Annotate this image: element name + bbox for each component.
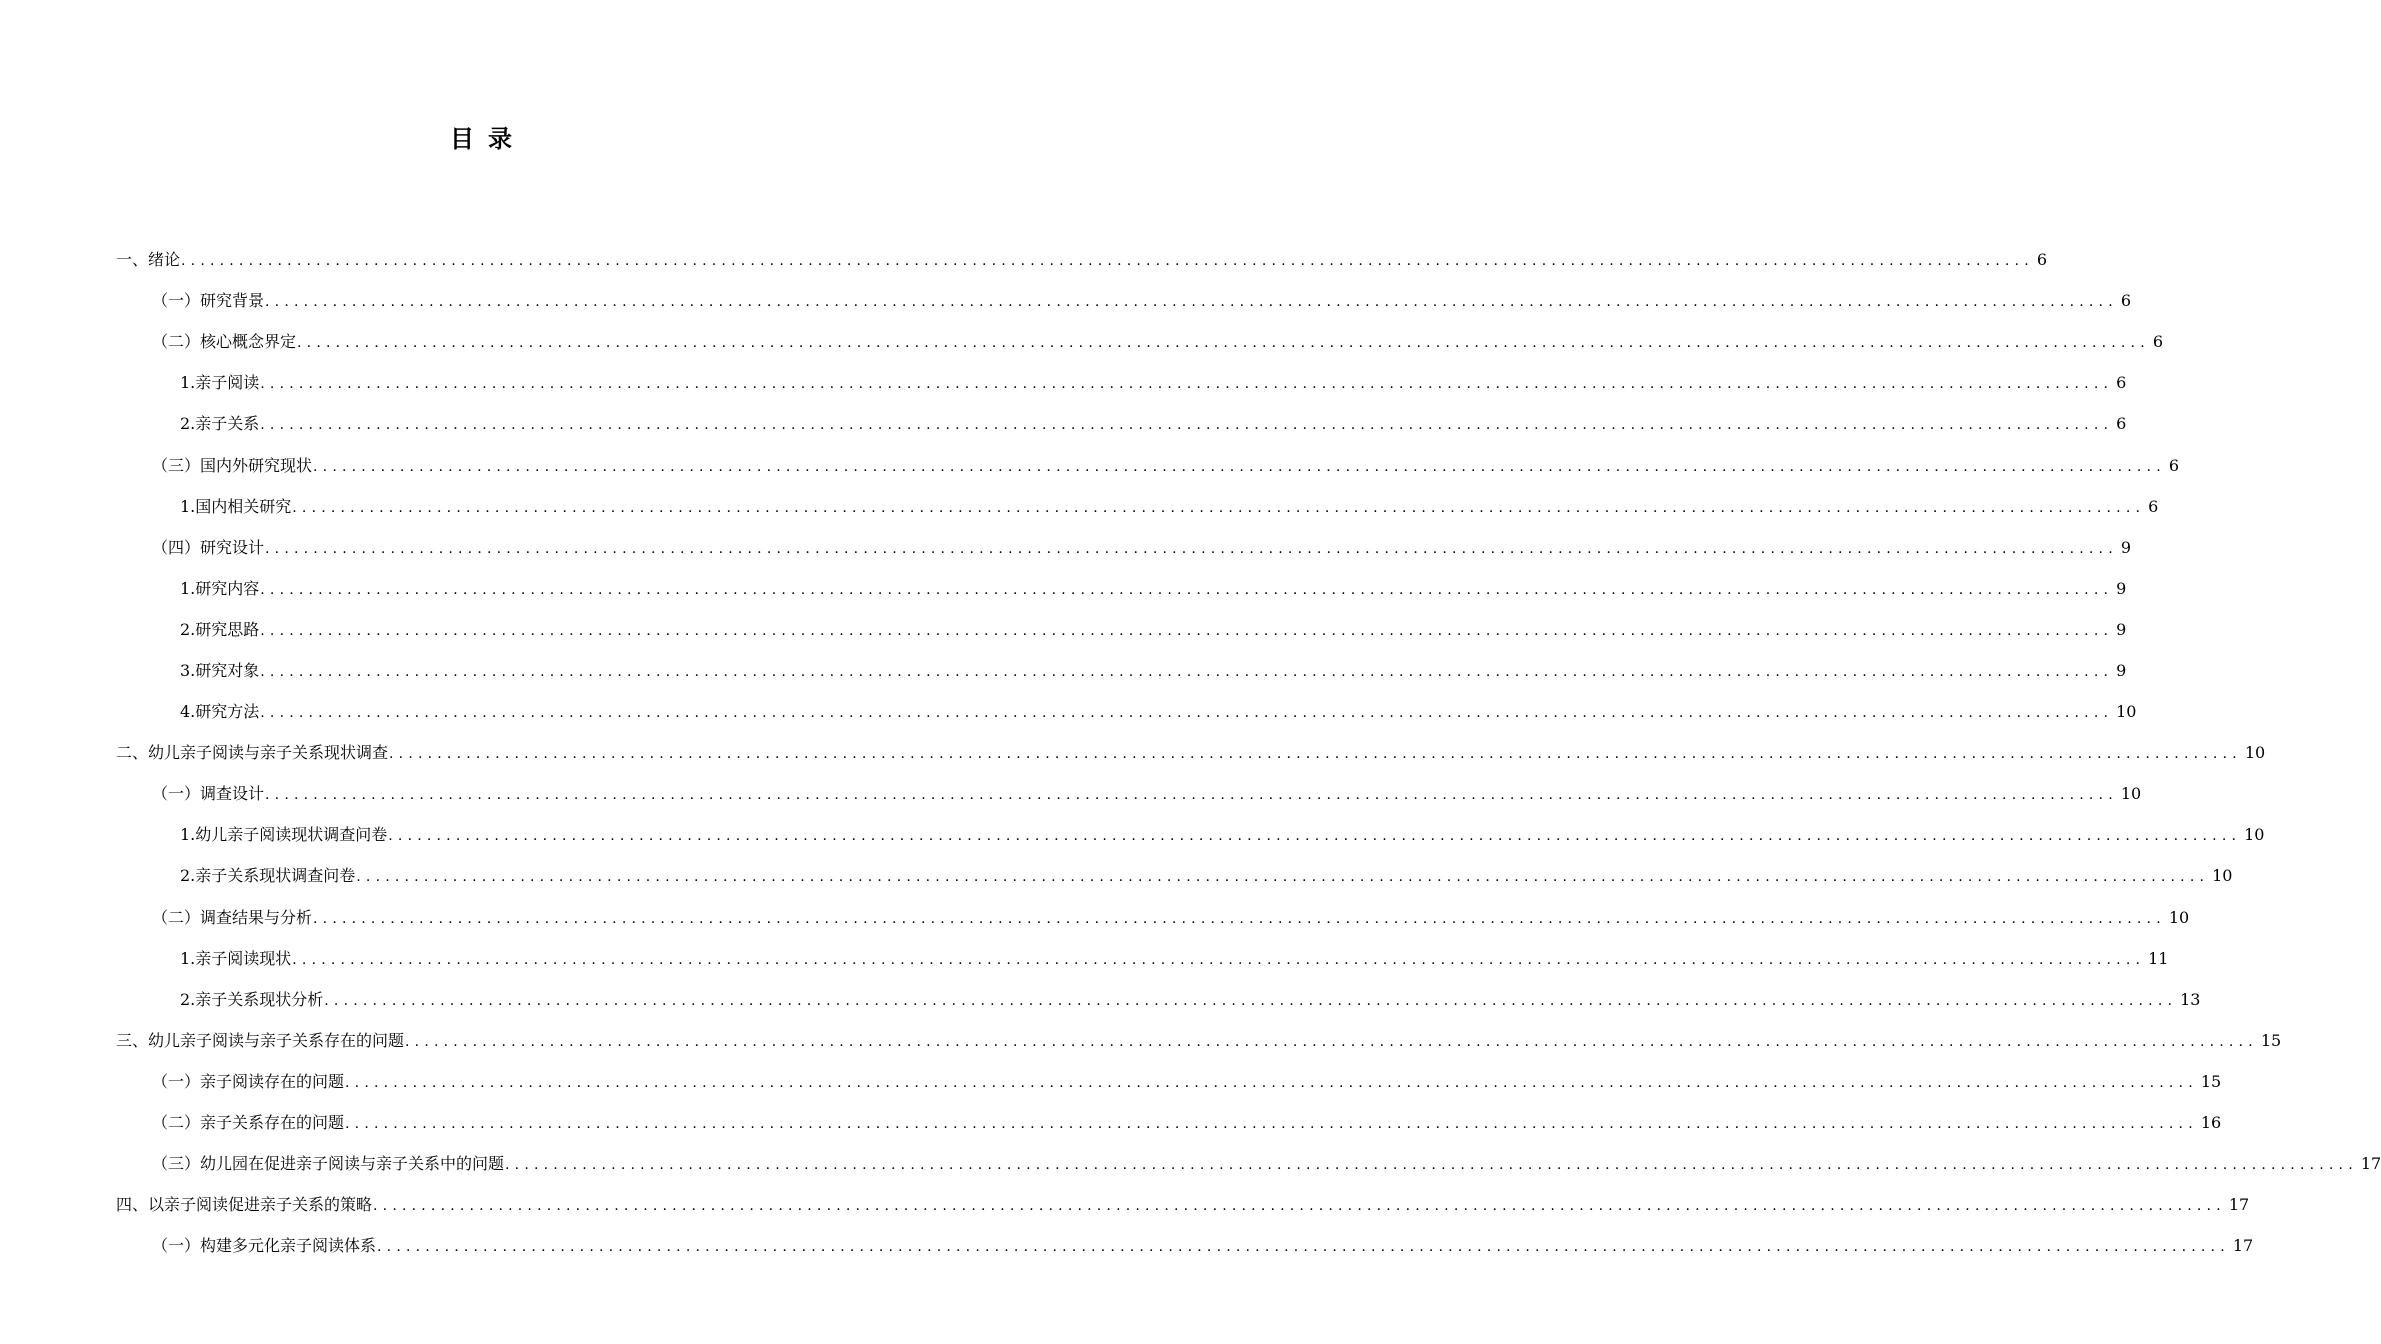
- toc-page-number: 6: [2116, 414, 2127, 434]
- toc-entry-label: 4.研究方法: [180, 702, 260, 722]
- toc-entry-label: 1.研究内容: [180, 578, 260, 598]
- toc-dot-leader: ................................................................................................................................................................................................: [265, 787, 2118, 804]
- toc-page-number: 17: [2232, 1236, 2254, 1256]
- toc-page-number: 10: [2168, 907, 2190, 927]
- page-title: 目录: [450, 125, 526, 153]
- toc-entry-label: （一）构建多元化亲子阅读体系: [152, 1236, 377, 1256]
- toc-page-number: 6: [2120, 291, 2132, 311]
- toc-entry-label: 1.亲子阅读现状: [180, 948, 292, 968]
- toc-entry-label: 3.研究对象: [180, 660, 260, 680]
- toc-page-number: 10: [2116, 702, 2137, 722]
- toc-entry-label: （一）研究背景: [152, 291, 265, 311]
- toc-dot-leader: ................................................................................................................................................................................................: [265, 540, 2118, 557]
- toc-entry[interactable]: [0, 238, 2048, 279]
- toc-entry-label: （二）亲子关系存在的问题: [152, 1113, 345, 1133]
- toc-entry[interactable]: [0, 1224, 2254, 1265]
- toc-entry[interactable]: [0, 361, 2127, 402]
- toc-dot-leader: ................................................................................................................................................................................................: [260, 622, 2114, 639]
- toc-dot-leader: ................................................................................................................................................................................................: [388, 828, 2242, 845]
- toc-entry-label: （四）研究设计: [152, 537, 265, 557]
- toc-dot-leader: ................................................................................................................................................................................................: [313, 458, 2166, 475]
- toc-entry[interactable]: [0, 1060, 2222, 1101]
- toc-entry[interactable]: [0, 1183, 2250, 1224]
- toc-dot-leader: ................................................................................................................................................................................................: [292, 499, 2146, 516]
- toc-page-number: 16: [2200, 1113, 2222, 1133]
- toc-entry-label: （二）调查结果与分析: [152, 907, 313, 927]
- toc-entry-label: （一）调查设计: [152, 784, 265, 804]
- toc-entry[interactable]: [0, 690, 2137, 731]
- toc-entry-label: 一、绪论: [116, 250, 181, 270]
- toc-page-number: 10: [2244, 825, 2265, 845]
- toc-entry[interactable]: [0, 279, 2132, 320]
- toc-page-number: 6: [2036, 250, 2048, 270]
- toc-page-number: 6: [2152, 332, 2164, 352]
- toc-entry[interactable]: [0, 320, 2164, 361]
- toc-page-number: 9: [2116, 619, 2127, 639]
- toc-page-number: 10: [2244, 743, 2266, 763]
- toc-entry-label: （三）幼儿园在促进亲子阅读与亲子关系中的问题: [152, 1154, 505, 1174]
- toc-dot-leader: ................................................................................................................................................................................................: [389, 746, 2242, 763]
- toc-page-number: 17: [2228, 1195, 2250, 1215]
- toc-page-number: 6: [2116, 373, 2127, 393]
- toc-entry[interactable]: [0, 937, 2169, 978]
- toc-dot-leader: ................................................................................................................................................................................................: [181, 253, 2034, 270]
- toc-page-number: 10: [2212, 866, 2233, 886]
- toc-entry[interactable]: [0, 854, 2233, 895]
- toc-dot-leader: ................................................................................................................................................................................................: [297, 335, 2150, 352]
- toc-page-number: 15: [2200, 1071, 2222, 1091]
- toc-entry[interactable]: [0, 731, 2266, 772]
- toc-entry[interactable]: [0, 772, 2142, 813]
- toc-entry-label: 2.亲子关系现状调查问卷: [180, 866, 356, 886]
- toc-entry-label: 四、以亲子阅读促进亲子关系的策略: [116, 1195, 373, 1215]
- toc-entry[interactable]: [0, 978, 2201, 1019]
- toc-page-number: 9: [2116, 578, 2127, 598]
- toc-page-number: 9: [2120, 537, 2132, 557]
- toc-entry-label: 2.亲子关系: [180, 414, 260, 434]
- toc-page-number: 17: [2360, 1154, 2381, 1174]
- toc-dot-leader: ................................................................................................................................................................................................: [260, 663, 2114, 680]
- toc-page-number: 6: [2148, 496, 2159, 516]
- toc-page-number: 13: [2180, 989, 2201, 1009]
- toc-entry-label: 1.国内相关研究: [180, 496, 292, 516]
- toc-dot-leader: ................................................................................................................................................................................................: [345, 1074, 2198, 1091]
- toc-page-number: 9: [2116, 660, 2127, 680]
- toc-entry-label: （三）国内外研究现状: [152, 455, 313, 475]
- toc-entry-label: 二、幼儿亲子阅读与亲子关系现状调查: [116, 743, 389, 763]
- toc-dot-leader: ................................................................................................................................................................................................: [292, 951, 2146, 968]
- toc-page-number: 10: [2120, 784, 2142, 804]
- toc-dot-leader: ................................................................................................................................................................................................: [377, 1239, 2230, 1256]
- toc-entry[interactable]: [0, 567, 2127, 608]
- toc-dot-leader: ................................................................................................................................................................................................: [313, 910, 2166, 927]
- toc-dot-leader: ................................................................................................................................................................................................: [260, 581, 2114, 598]
- toc-entry[interactable]: [0, 1101, 2222, 1142]
- toc-entry[interactable]: [0, 526, 2132, 567]
- toc-entry-label: （一）亲子阅读存在的问题: [152, 1071, 345, 1091]
- toc-dot-leader: ................................................................................................................................................................................................: [405, 1033, 2258, 1050]
- toc-dot-leader: ................................................................................................................................................................................................: [260, 705, 2114, 722]
- toc-entry[interactable]: [0, 813, 2265, 854]
- toc-entry-label: （二）核心概念界定: [152, 332, 297, 352]
- toc-entry[interactable]: [0, 649, 2127, 690]
- toc-entry[interactable]: [0, 443, 2180, 484]
- toc-dot-leader: ................................................................................................................................................................................................: [265, 294, 2118, 311]
- toc-dot-leader: ................................................................................................................................................................................................: [356, 869, 2210, 886]
- toc-dot-leader: ................................................................................................................................................................................................: [373, 1198, 2226, 1215]
- toc-entry[interactable]: [0, 485, 2159, 526]
- toc-dot-leader: ................................................................................................................................................................................................: [505, 1157, 2358, 1174]
- toc-entry-label: 2.亲子关系现状分析: [180, 989, 324, 1009]
- toc-entry[interactable]: [0, 608, 2127, 649]
- toc-entry[interactable]: [0, 1019, 2282, 1060]
- toc-dot-leader: ................................................................................................................................................................................................: [260, 417, 2114, 434]
- toc-entry[interactable]: [0, 1142, 2381, 1183]
- toc-entry[interactable]: [0, 402, 2127, 443]
- toc-dot-leader: ................................................................................................................................................................................................: [260, 376, 2114, 393]
- toc-dot-leader: ................................................................................................................................................................................................: [324, 992, 2178, 1009]
- toc-entry-label: 三、幼儿亲子阅读与亲子关系存在的问题: [116, 1030, 405, 1050]
- table-of-contents: [0, 238, 2381, 1265]
- toc-entry[interactable]: [0, 896, 2190, 937]
- toc-entry-label: 1.幼儿亲子阅读现状调查问卷: [180, 825, 388, 845]
- toc-page-number: 11: [2148, 948, 2169, 968]
- toc-dot-leader: ................................................................................................................................................................................................: [345, 1116, 2198, 1133]
- toc-page-number: 15: [2260, 1030, 2282, 1050]
- toc-entry-label: 2.研究思路: [180, 619, 260, 639]
- toc-page-number: 6: [2168, 455, 2180, 475]
- toc-entry-label: 1.亲子阅读: [180, 373, 260, 393]
